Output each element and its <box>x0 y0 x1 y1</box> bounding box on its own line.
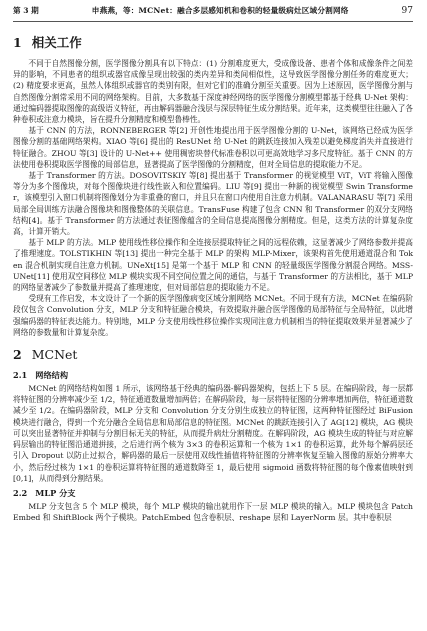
section-title: MCNet <box>31 347 78 363</box>
paragraph: 基于 MLP 的方法。MLP 使用线性移位操作和全连接层提取特征之间的远程依赖，这显著减少了网络参数并提高了推理速度。TOLSTIKHIN 等[13] 提出一种完全基于 MLP 的架构 MLP-Mixer，该架构首先使用通道混合和 Token 混合机制实现自注意力机制。UNeXt[15] 是第一个基于 MLP 和 CNN 的轻量级医学图像分割混合网络。MSS-UNet[11] 使用双空间移位 MLP 模块实现不同空间位置之间的通信，与基于 Transformer 的方法相比，基于 MLP 的网络显著减少了参数量并提高了推理速度，但对局部信息的提取能力不足。 <box>13 238 413 293</box>
subsection-title: MLP 分支 <box>35 487 76 498</box>
section-number: 1 <box>13 35 22 50</box>
paragraph: 基于 CNN 的方法，RONNEBERGER 等[2] 开创性地提出用于医学图像分割的 U-Net，该网络已经成为医学图像分割的基础网络架构。XIAO 等[6] 提出的 ResUNet 给 U-Net 的跳跃连接加入残差以避免梯度消失并直接进行特征融合。ZHOU 等[3] 设计的 U-Net++ 使用稠密块替代标准卷积以可更高效地学习多尺度特征。基于 CNN 的方法使用卷积提取医学图像的局部信息，显著提高了医学图像的分割精度，但对全局信息的提取能力不足。 <box>13 126 413 169</box>
subsection-heading-mlp-branch <box>13 488 413 499</box>
section-number: 2 <box>13 347 22 363</box>
subsection-number: 2.2 <box>13 487 28 498</box>
paragraph: 不同于自然图像分割，医学图像分割具有以下特点：(1) 分割难度更大，受成像设备、患者个体和成像条件之间差异的影响，不同患者的组织或器官成像呈现出较强的类内差异和类间相似性，这导致医学图像分割任务的难度更大；(2) 精度要求更高，虽然人体组织或器官的类别有限，但对它们的准确分割至关重要。因为上述原因，医学图像分割与自然图像分割常采用不同的网络架构。目前，大多数基于深度神经网络的医学图像分割模型都基于经典 U-Net 架构：通过编码器提取图像的高级语义特征，再由解码器融合浅层与深层特征生成分割结果。近年来，这类模型往往融入了各种卷积或注意力模块，旨在提升分割精度和模型鲁棒性。 <box>13 59 413 125</box>
paragraph: 受现有工作启发，本文设计了一个新的医学图像病变区域分割网络 MCNet。不同于现有方法，MCNet 在编码阶段仅包含 Convolution 分支，MLP 分支和特征融合模块，有效提取并融合医学图像的局部特征与全局特征，以此增强编码器的特征表达能力。特别地，MLP 分支使用线性移位操作实现同注意力机制相当的特征提取效果并显著减少了网络的参数量和计算复杂度。 <box>13 294 413 337</box>
section-title: 相关工作 <box>31 35 82 50</box>
subsection-heading-network-structure <box>13 370 413 381</box>
section-heading-mcnet <box>13 348 413 362</box>
paragraph: 基于 Transformer 的方法。DOSOVITSKIY 等[8] 提出基于 Transformer 的视觉模型 ViT，ViT 将输入图像等分为多个图像块，对每个图像块进行线性嵌入和位置编码。LIU 等[9] 提出一种新的视觉模型 Swin Transformer，该模型引入窗口机制将图像划分为非重叠的窗口，并且只在窗口内使用自注意力机制。VALANARASU 等[7] 采用局部全局训练方法融合图像块和图像整体的关联信息。TransFuse 构建了包含 CNN 和 Transformer 的双分支网络结构[4]。基于 Transformer 的方法通过表征图像蕴含的全局信息提高图像分割精度。但是，这类方法的计算复杂度高，计算开销大。 <box>13 171 413 237</box>
section-heading-related-work <box>13 36 413 50</box>
paragraph: MLP 分支包含 5 个 MLP 模块，每个 MLP 模块的输出就用作下一层 MLP 模块的输入。MLP 模块包含 PatchEmbed 和 ShiftBlock 两个子模块。PatchEmbed 包含卷积层、reshape 层和 LayerNorm 层。其中卷积层 <box>13 501 413 523</box>
issue-label: 第 3 期 <box>13 6 39 15</box>
page-number: 97 <box>401 6 413 16</box>
running-title: 申燕燕，等：MCNet：融合多层感知机和卷积的轻量级病灶区域分割网络 <box>91 6 349 15</box>
subsection-title: 网络结构 <box>35 370 69 381</box>
paragraph: MCNet 的网络结构如图 1 所示，该网络基于经典的编码器-解码器架构，包括上下 5 层。在编码阶段，每一层都将特征图的分辨率减少至 1/2，特征通道数量增加两倍；在解码阶段，每一层将特征图的分辨率增加两倍，特征通道数减少至 1/2。在编码器阶段，MLP 分支和 Convolution 分支分别生成独立的特征图，这两种特征图经过 BiFusion 模块进行融合，得到一个充分融合全局信息和局部信息的特征图。MCNet 的跳跃连接引入了 AG[12] 模块，AG 模块可以突出显著特征并抑制与分割目标无关的特征，从而提升病灶分割精度。在解码阶段，AG 模块生成的特征与对应解码层输出的特征图沿通道拼接，之后进行两个核为 3×3 的卷积运算和一个核为 1×1 的卷积运算，此外每个解码层还引入 Dropout 以防止过拟合，解码器的最后一层使用双线性插值将特征图的分辨率恢复至输入图像的原始分辨率大小，然后经过核为 1×1 的卷积运算将特征图的通道数降至 1，最后使用 sigmoid 函数将特征图的每个像素值映射到 [0,1]，从而得到分割结果。 <box>13 384 413 483</box>
running-header <box>13 0 413 22</box>
subsection-number: 2.1 <box>13 370 28 381</box>
